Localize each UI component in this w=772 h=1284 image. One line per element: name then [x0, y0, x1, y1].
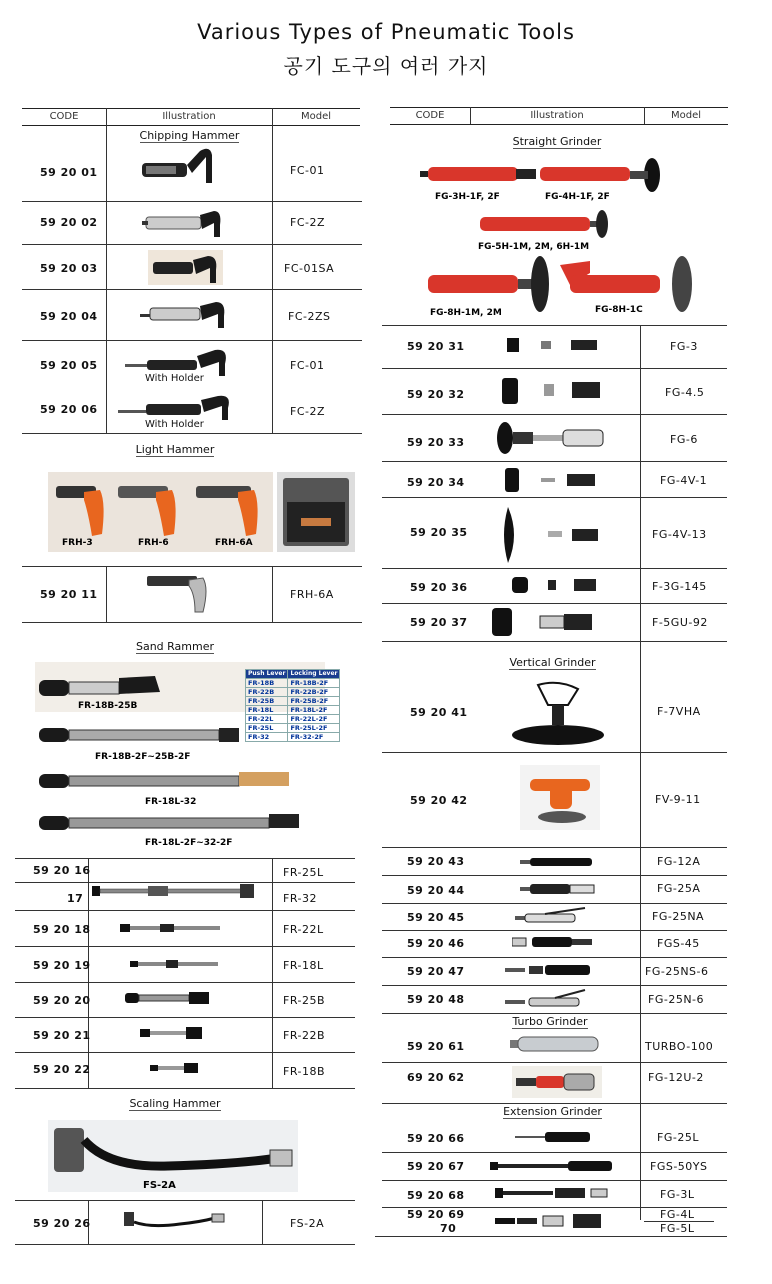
- model-cell: FG-4V-13: [652, 528, 707, 541]
- code-cell: 59 20 20: [33, 994, 91, 1007]
- sand-rammer-fr25b-image: [125, 988, 215, 1008]
- code-cell: 59 20 41: [410, 706, 468, 719]
- section-straight-grinder: Straight Grinder: [512, 135, 602, 148]
- model-cell: FG-5L: [660, 1222, 695, 1235]
- lever-table: Push Lever Locking Lever FR-18B FR-18B-2F FR-22B FR-22B-2F FR-25B FR-25B-2F FR-18L FR-18L-2F FR-22L FR-22L-2F FR-25L FR-25L-2F FR-32 FR-32-2F: [245, 669, 340, 742]
- code-cell: 59 20 43: [407, 855, 465, 868]
- caption-fr18l32: FR-18L-32: [145, 797, 197, 807]
- model-cell: FR-25L: [283, 866, 324, 879]
- section-extension-grinder: Extension Grinder: [503, 1105, 602, 1118]
- sand-rammer-fr22l-image: [120, 920, 230, 936]
- model-cell: FG-25A: [657, 882, 701, 895]
- chipping-hammer-with-holder-fc2z-image: [118, 392, 238, 422]
- model-cell: FC-2Z: [290, 216, 326, 229]
- model-cell: FRH-6A: [290, 588, 334, 601]
- code-cell: 59 20 21: [33, 1029, 91, 1042]
- turbo-grinder-image: [510, 1034, 605, 1054]
- with-holder-caption: With Holder: [145, 373, 204, 384]
- chipping-hammer-fc2zs-image: [140, 296, 230, 331]
- code-cell: 59 20 16: [33, 864, 91, 877]
- code-cell: 59 20 35: [410, 526, 468, 539]
- model-cell: FR-25B: [283, 994, 326, 1007]
- with-holder-caption: With Holder: [145, 419, 204, 430]
- model-cell: FC-01: [290, 164, 325, 177]
- caption-fs2a: FS-2A: [143, 1180, 176, 1191]
- model-cell: FG-25L: [657, 1131, 699, 1144]
- code-cell: 59 20 02: [40, 216, 98, 229]
- code-cell: 59 20 48: [407, 993, 465, 1006]
- model-cell: FG-25NA: [652, 910, 705, 923]
- code-cell: 59 20 19: [33, 959, 91, 972]
- caption-fr18l2f: FR-18L-2F~32-2F: [145, 838, 233, 848]
- model-cell: FV-9-11: [655, 793, 701, 806]
- left-table-header: [22, 108, 360, 126]
- model-cell: FG-3: [670, 340, 698, 353]
- code-cell: 59 20 01: [40, 166, 98, 179]
- model-cell: FGS-45: [657, 937, 700, 950]
- caption-fg4h: FG-4H-1F, 2F: [545, 192, 610, 202]
- code-cell: 59 20 44: [407, 884, 465, 897]
- model-cell: FC-2Z: [290, 405, 326, 418]
- code-cell: 59 20 36: [410, 581, 468, 594]
- caption-fg8h: FG-8H-1M, 2M: [430, 308, 502, 318]
- model-cell: FG-25NS-6: [645, 965, 709, 978]
- page-subtitle-korean: 공기 도구의 여러 가지: [283, 54, 489, 78]
- grinder-fgs45-image: [512, 935, 602, 949]
- caption-frh6a: FRH-6A: [215, 538, 253, 548]
- caption-frh3: FRH-3: [62, 538, 93, 548]
- model-cell: F-3G-145: [652, 580, 707, 593]
- model-cell: FR-22B: [283, 1029, 326, 1042]
- vertical-grinder-f7vha-image: [508, 675, 608, 747]
- grinder-fg12a-image: [520, 855, 600, 869]
- right-table-header: [390, 107, 728, 125]
- caption-fr18b25b: FR-18B-25B: [78, 701, 138, 711]
- grinder-fg25na-image: [515, 906, 605, 926]
- extension-grinder-fg3l-image: [495, 1185, 615, 1201]
- code-cell: 59 20 18: [33, 923, 91, 936]
- scaling-hammer-fs2a-image: [120, 1208, 230, 1232]
- model-cell: F-5GU-92: [652, 616, 708, 629]
- left-code-header: CODE: [49, 111, 79, 122]
- right-code-header: CODE: [415, 110, 445, 121]
- caption-fg8h1c: FG-8H-1C: [595, 305, 643, 315]
- right-illustration-header: Illustration: [530, 110, 584, 121]
- grinder-fg6-image: [495, 420, 615, 456]
- code-cell: 59 20 68: [407, 1189, 465, 1202]
- code-cell: 59 20 37: [410, 616, 468, 629]
- code-cell: 59 20 69: [407, 1208, 465, 1221]
- model-cell: FG-4L: [660, 1208, 695, 1221]
- model-cell: FR-18L: [283, 959, 324, 972]
- extension-grinder-fg25l-image: [515, 1130, 600, 1144]
- code-cell: 69 20 62: [407, 1071, 465, 1084]
- code-cell: 59 20 31: [407, 340, 465, 353]
- model-cell: FG-12U-2: [648, 1071, 704, 1084]
- section-turbo-grinder: Turbo Grinder: [512, 1015, 588, 1028]
- vertical-grinder-fv911-image: [520, 765, 600, 830]
- grinder-fg4v1-image: [503, 466, 603, 494]
- code-cell: 59 20 46: [407, 937, 465, 950]
- tool-case-photo: [277, 472, 355, 552]
- section-light-hammer: Light Hammer: [135, 443, 215, 456]
- caption-fg5h: FG-5H-1M, 2M, 6H-1M: [478, 242, 590, 252]
- model-cell: F-7VHA: [657, 705, 701, 718]
- caption-fr18b2f: FR-18B-2F~25B-2F: [95, 752, 191, 762]
- caption-fg3h: FG-3H-1F, 2F: [435, 192, 500, 202]
- model-cell: FC-01: [290, 359, 325, 372]
- model-cell: FC-2ZS: [288, 310, 331, 323]
- code-cell: 59 20 33: [407, 436, 465, 449]
- code-cell: 17: [67, 892, 84, 905]
- grinder-fg3-image: [505, 335, 605, 355]
- code-cell: 59 20 03: [40, 262, 98, 275]
- left-illustration-header: Illustration: [162, 111, 216, 122]
- section-vertical-grinder: Vertical Grinder: [509, 656, 596, 669]
- light-hammer-frh6a-image: [145, 570, 215, 615]
- code-cell: 59 20 45: [407, 911, 465, 924]
- code-cell: 59 20 32: [407, 388, 465, 401]
- model-cell: TURBO-100: [645, 1040, 714, 1053]
- grinder-f5gu92-image: [490, 606, 605, 638]
- code-cell: 59 20 04: [40, 310, 98, 323]
- model-cell: FG-25N-6: [648, 993, 705, 1006]
- code-cell: 59 20 47: [407, 965, 465, 978]
- model-cell: FG-3L: [660, 1188, 695, 1201]
- code-cell: 59 20 06: [40, 403, 98, 416]
- code-cell: 59 20 22: [33, 1063, 91, 1076]
- code-cell: 70: [440, 1222, 457, 1235]
- sand-rammer-fr25l-image: [92, 876, 264, 906]
- grinder-fg45-image: [500, 376, 610, 406]
- sand-rammer-fr22b-image: [140, 1025, 210, 1041]
- model-cell: FR-18B: [283, 1065, 326, 1078]
- code-cell: 59 20 26: [33, 1217, 91, 1230]
- caption-frh6: FRH-6: [138, 538, 169, 548]
- code-cell: 59 20 11: [40, 588, 98, 601]
- page-title: Various Types of Pneumatic Tools: [197, 20, 575, 44]
- left-model-header: Model: [300, 111, 332, 122]
- model-cell: FS-2A: [290, 1217, 325, 1230]
- chipping-hammer-fc01-image: [140, 143, 220, 188]
- straight-grinder-photo: [420, 155, 700, 320]
- model-cell: FG-4V-1: [660, 474, 708, 487]
- section-chipping-hammer: Chipping Hammer: [139, 129, 240, 142]
- code-cell: 59 20 67: [407, 1160, 465, 1173]
- grinder-fg25n6-image: [505, 988, 600, 1008]
- section-scaling-hammer: Scaling Hammer: [129, 1097, 221, 1110]
- code-cell: 59 20 34: [407, 476, 465, 489]
- sand-rammer-fr18b-image: [150, 1061, 205, 1075]
- model-cell: FGS-50YS: [650, 1160, 708, 1173]
- extension-grinder-fg4l-image: [495, 1210, 615, 1234]
- grinder-fg12u2-image: [512, 1066, 602, 1098]
- extension-grinder-fgs50ys-image: [490, 1158, 620, 1174]
- chipping-hammer-fc2z-image: [142, 205, 227, 240]
- model-cell: FR-22L: [283, 923, 324, 936]
- code-cell: 59 20 42: [410, 794, 468, 807]
- model-cell: FR-32: [283, 892, 317, 905]
- grinder-fg25ns6-image: [505, 963, 600, 977]
- model-cell: FC-01SA: [284, 262, 335, 275]
- model-cell: FG-12A: [657, 855, 701, 868]
- model-cell: FG-6: [670, 433, 698, 446]
- grinder-fg4v13-image: [498, 505, 608, 565]
- code-cell: 59 20 66: [407, 1132, 465, 1145]
- section-sand-rammer: Sand Rammer: [135, 640, 215, 653]
- chipping-hammer-fc01sa-image: [148, 250, 223, 285]
- code-cell: 59 20 61: [407, 1040, 465, 1053]
- grinder-f3g145-image: [510, 573, 605, 597]
- grinder-fg25a-image: [520, 882, 602, 896]
- code-cell: 59 20 05: [40, 359, 98, 372]
- model-cell: FG-4.5: [665, 386, 705, 399]
- right-model-header: Model: [670, 110, 702, 121]
- sand-rammer-fr18l-image: [130, 956, 225, 972]
